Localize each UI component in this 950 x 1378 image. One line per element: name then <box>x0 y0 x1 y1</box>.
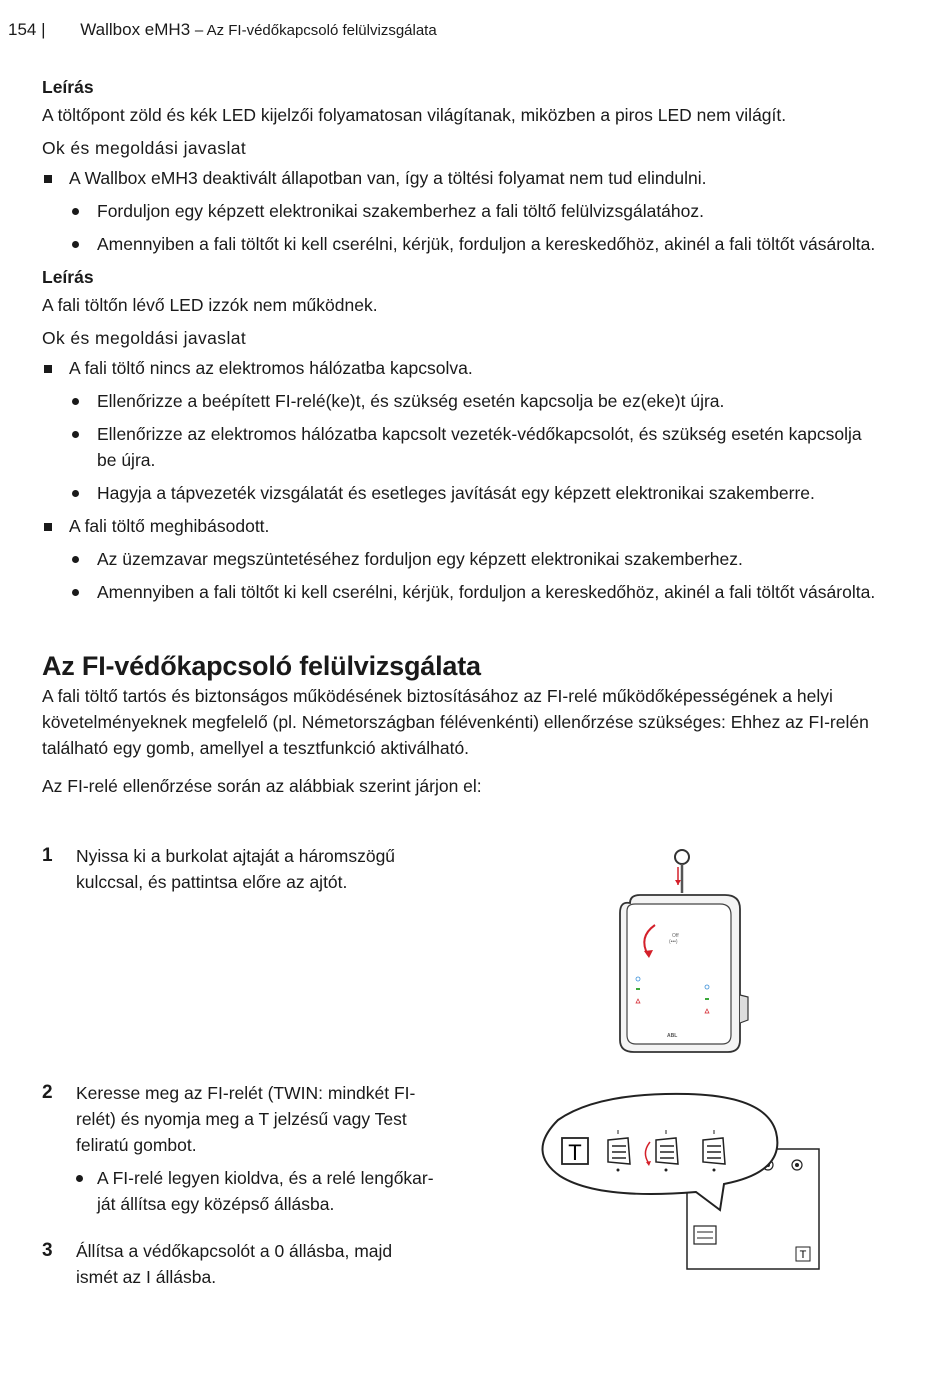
remedy-item: Hagyja a tápvezeték vizsgálatát és esetleges javítását egy képzett elektronikai szakemberre. <box>42 480 882 506</box>
page-header <box>8 20 437 40</box>
t-key-label: T <box>258 1109 269 1129</box>
header-section: – Az FI-védőkapcsoló felülvizsgálata <box>194 22 437 39</box>
one-position: I <box>146 1267 151 1287</box>
description-text: A töltőpont zöld és kék LED kijelzői folyamatosan világítanak, miközben a piros LED nem világít. <box>42 105 787 125</box>
product-name: Wallbox eMH3 <box>80 20 191 39</box>
step-text: Állítsa a védőkapcsolót a 0 állásba, majd ismét az I állásba. <box>76 1241 393 1287</box>
cause-label: Ok és megoldási javaslat <box>42 138 247 158</box>
step-text: Nyissa ki a burkolat ajtaját a háromszögű kulccsal, és pattintsa előre az ajtót. <box>76 846 396 892</box>
page-number: 154 | <box>8 20 46 39</box>
svg-text:Off: Off <box>672 933 679 939</box>
section-title: Az FI-védőkapcsoló felülvizsgálata <box>42 651 481 681</box>
cause-label: Ok és megoldási javaslat <box>42 328 247 348</box>
wallbox-illustration <box>600 845 760 1060</box>
step-1 <box>42 843 422 895</box>
step-text: Keresse meg az FI-relét (TWIN: mindkét FI-relét) és nyomja meg a T jelzésű vagy Test feliratú gombot. <box>76 1083 416 1155</box>
remedy-item: Amennyiben a fali töltőt ki kell cserélni, kérjük, forduljon a kereskedőhöz, akinél a fali töltőt vásárolta. <box>42 231 882 257</box>
step-2 <box>42 1080 442 1224</box>
test-symbol-small: T <box>799 1249 807 1261</box>
description-label: Leírás <box>42 77 94 97</box>
svg-text:(•••): (•••) <box>669 939 678 945</box>
section-lead: Az FI-relé ellenőrzése során az alábbiak szerint járjon el: <box>42 776 482 796</box>
description-label: Leírás <box>42 267 94 287</box>
cause-item: A fali töltő meghibásodott. <box>42 513 882 539</box>
step-number: 2 <box>42 1082 53 1103</box>
remedy-item: Forduljon egy képzett elektronikai szakemberhez a fali töltő felülvizsgálatához. <box>42 198 882 224</box>
description-text: A fali töltőn lévő LED izzók nem működnek. <box>42 295 378 315</box>
fi-relay-illustration <box>538 1092 826 1274</box>
test-symbol: T <box>568 1140 582 1165</box>
step-number: 3 <box>42 1240 53 1261</box>
remedy-item: Ellenőrizze a beépített FI-relé(ke)t, és szükség esetén kapcsolja be ez(eke)t újra. <box>42 388 882 414</box>
step-3 <box>42 1238 422 1290</box>
key-icon <box>675 850 689 864</box>
remedy-item: Amennyiben a fali töltőt ki kell cserélni, kérjük, forduljon a kereskedőhöz, akinél a fali töltőt vásárolta. <box>42 579 882 605</box>
device-brand: ABL <box>667 1033 678 1039</box>
cause-item: A Wallbox eMH3 deaktivált állapotban van, így a töltési folyamat nem tud elindulni. <box>42 165 882 191</box>
step-note: A FI-relé legyen kioldva, és a relé lengőkarját állítsa egy középső állásba. <box>76 1165 442 1217</box>
zero-position: 0 <box>274 1241 285 1261</box>
remedy-item: Ellenőrizze az elektromos hálózatba kapcsolt vezeték-védőkapcsolót, és szükség esetén kapcsolja be újra. <box>42 421 882 473</box>
test-key-label: Test <box>374 1109 407 1129</box>
cause-item: A fali töltő nincs az elektromos hálózatba kapcsolva. <box>42 355 882 381</box>
step-number: 1 <box>42 845 53 866</box>
remedy-item: Az üzemzavar megszüntetéséhez forduljon egy képzett elektronikai szakemberhez. <box>42 546 882 572</box>
main-content <box>42 68 882 806</box>
section-intro: A fali töltő tartós és biztonságos működésének biztosításához az FI-relé működőképességének a helyi követelményeknek megfelelő (pl. Németországban félévenkénti) ellenőrzése szükséges: Ehhez az FI-relén található egy gomb, amellyel a tesztfunkció aktiválható. <box>42 686 869 758</box>
